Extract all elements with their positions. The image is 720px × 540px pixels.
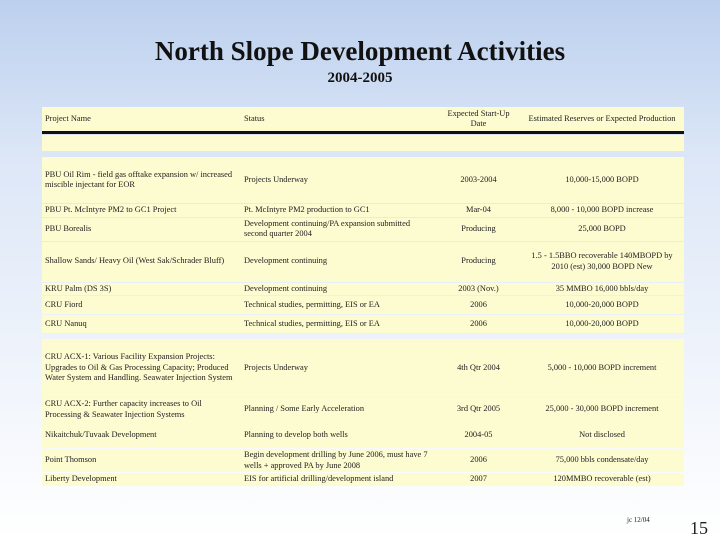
project-name-cell: PBU Pt. McIntyre PM2 to GC1 Project — [42, 204, 241, 217]
projects-table — [42, 106, 684, 487]
reserves-cell: 1.5 - 1.5BBO recoverable 140MBOPD by 2010 (est) 30,000 BOPD New — [520, 242, 684, 282]
project-name-cell: Liberty Development — [42, 473, 241, 486]
reserves-cell: 10,000-15,000 BOPD — [520, 157, 684, 203]
reserves-cell: 10,000-20,000 BOPD — [520, 296, 684, 314]
reserves-cell: 75,000 bbls condensate/day — [520, 449, 684, 472]
header-status: Status — [241, 107, 437, 134]
start-up-cell: 3rd Qtr 2005 — [437, 398, 520, 421]
reserves-cell: 5,000 - 10,000 BOPD increment — [520, 339, 684, 397]
reserves-cell: 8,000 - 10,000 BOPD increase — [520, 204, 684, 217]
reserves-cell: 10,000-20,000 BOPD — [520, 315, 684, 333]
start-up-cell: Producing — [437, 242, 520, 282]
status-cell: EIS for artificial drilling/development island — [241, 473, 437, 486]
header-start-up-date: Expected Start-Up Date — [437, 107, 520, 134]
table-row — [42, 449, 684, 472]
project-name-cell: Nikaitchuk/Tuvaak Development — [42, 422, 241, 448]
header-reserves: Estimated Reserves or Expected Production — [520, 107, 684, 134]
project-name-cell: KRU Palm (DS 3S) — [42, 283, 241, 296]
reserves-cell: 35 MMBO 16,000 bbls/day — [520, 283, 684, 296]
project-name-cell: PBU Borealis — [42, 218, 241, 241]
reserves-cell: 25,000 - 30,000 BOPD increment — [520, 398, 684, 421]
start-up-cell: 2006 — [437, 315, 520, 333]
table-row — [42, 157, 684, 203]
start-up-cell: 2007 — [437, 473, 520, 486]
header-project-name: Project Name — [42, 107, 241, 134]
reserves-cell: 120MMBO recoverable (est) — [520, 473, 684, 486]
start-up-cell: Producing — [437, 218, 520, 241]
project-name-cell: Point Thomson — [42, 449, 241, 472]
table-row — [42, 242, 684, 282]
table-header-row — [42, 107, 684, 134]
start-up-cell: 2004-05 — [437, 422, 520, 448]
table-row — [42, 398, 684, 421]
project-name-cell: Shallow Sands/ Heavy Oil (West Sak/Schrader Bluff) — [42, 242, 241, 282]
reserves-cell: 25,000 BOPD — [520, 218, 684, 241]
table-row — [42, 204, 684, 217]
reserves-cell: Not disclosed — [520, 422, 684, 448]
table-row — [42, 422, 684, 448]
footer-note: jc 12/04 — [627, 516, 650, 524]
start-up-cell: 2003-2004 — [437, 157, 520, 203]
table-row — [42, 283, 684, 296]
start-up-cell: 2006 — [437, 296, 520, 314]
project-name-cell: CRU ACX-1: Various Facility Expansion Projects: Upgrades to Oil & Gas Processing Capacity; Produced Water System and Handling. Seawater Injection System — [42, 339, 241, 397]
status-cell: Projects Underway — [241, 157, 437, 203]
table-row — [42, 315, 684, 333]
page-subtitle: 2004-2005 — [327, 70, 393, 86]
status-cell: Begin development drilling by June 2006, must have 7 wells + approved PA by June 2008 — [241, 449, 437, 472]
start-up-cell: 2006 — [437, 449, 520, 472]
start-up-cell: 2003 (Nov.) — [437, 283, 520, 296]
status-cell: Projects Underway — [241, 339, 437, 397]
status-cell: Planning / Some Early Acceleration — [241, 398, 437, 421]
status-cell: Development continuing/PA expansion submitted second quarter 2004 — [241, 218, 437, 241]
table-row — [42, 339, 684, 397]
status-cell: Development continuing — [241, 242, 437, 282]
status-cell: Planning to develop both wells — [241, 422, 437, 448]
project-name-cell: CRU Nanuq — [42, 315, 241, 333]
status-cell: Development continuing — [241, 283, 437, 296]
project-name-cell: CRU ACX-2: Further capacity increases to Oil Processing & Seawater Injection Systems — [42, 398, 241, 421]
status-cell: Technical studies, permitting, EIS or EA — [241, 296, 437, 314]
start-up-cell: 4th Qtr 2004 — [437, 339, 520, 397]
page-title: North Slope Development Activities — [154, 36, 566, 66]
project-name-cell: PBU Oil Rim - field gas offtake expansion w/ increased miscible injectant for EOR — [42, 157, 241, 203]
table-row — [42, 296, 684, 314]
project-name-cell: CRU Fiord — [42, 296, 241, 314]
status-cell: Pt. McIntyre PM2 production to GC1 — [241, 204, 437, 217]
status-cell: Technical studies, permitting, EIS or EA — [241, 315, 437, 333]
page-number: 15 — [690, 518, 708, 538]
start-up-cell: Mar-04 — [437, 204, 520, 217]
table-row — [42, 473, 684, 486]
table-row — [42, 218, 684, 241]
